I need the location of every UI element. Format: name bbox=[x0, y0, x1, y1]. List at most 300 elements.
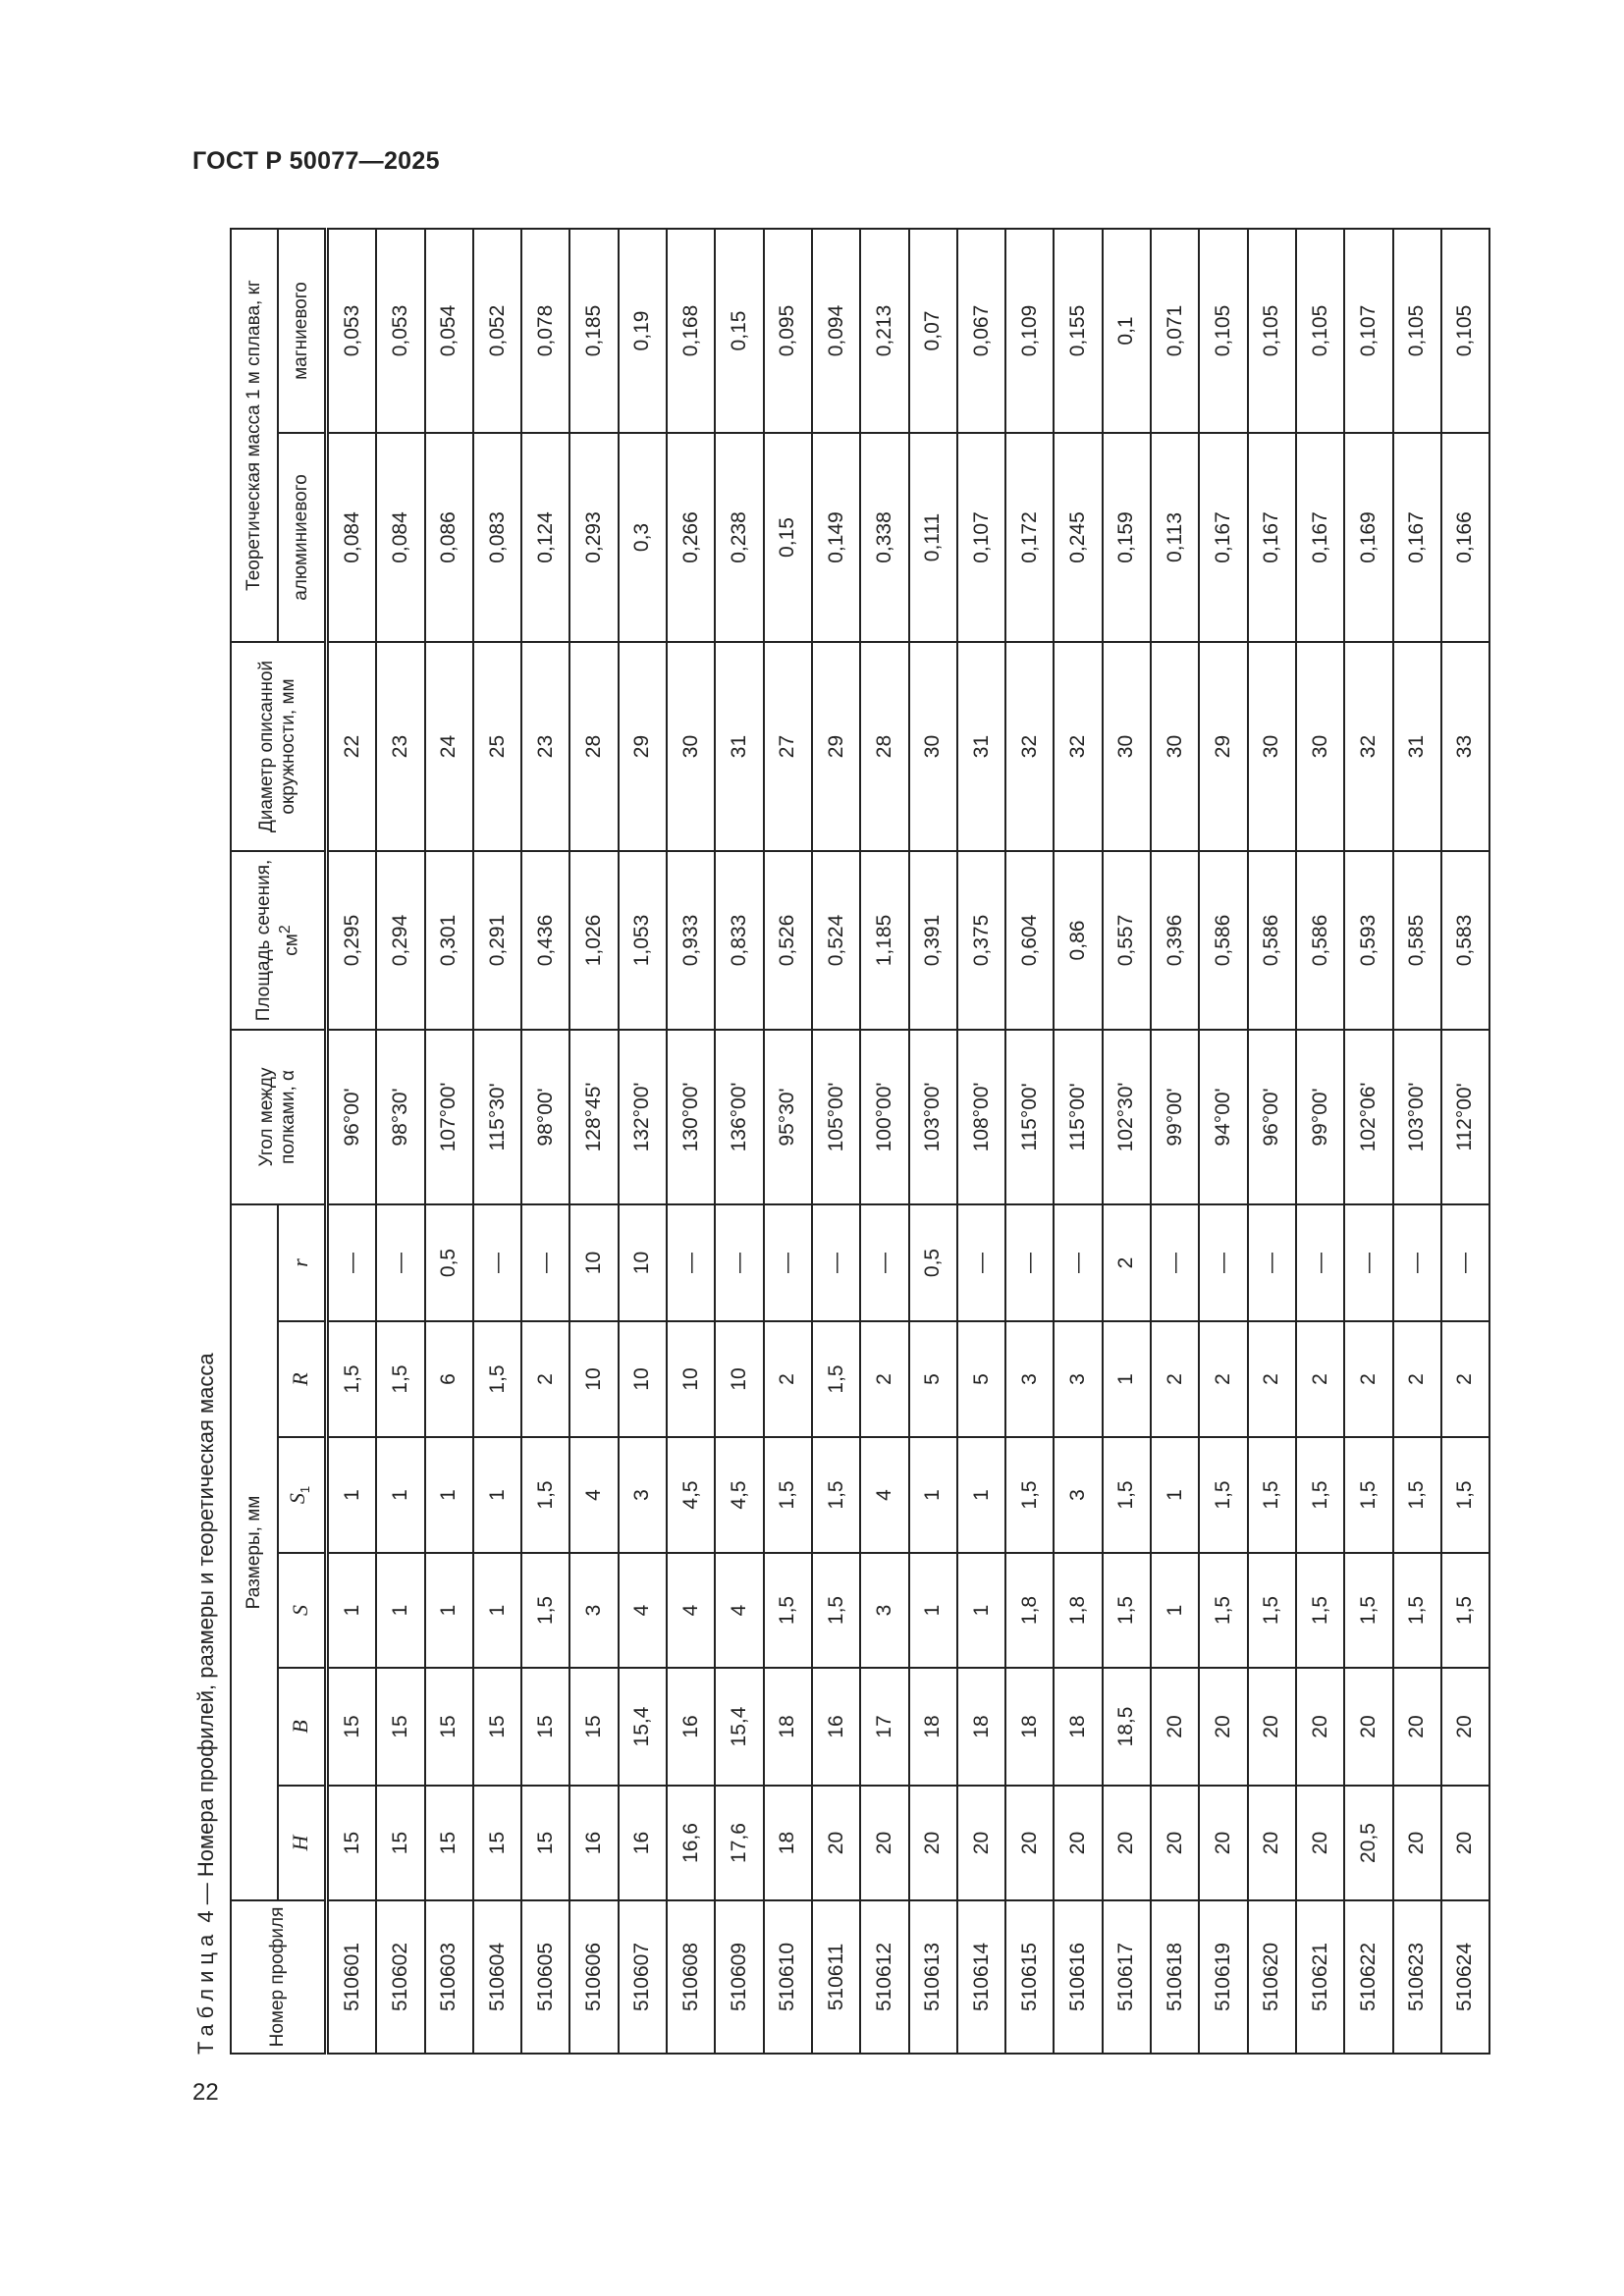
cell-S1: 1,5 bbox=[1005, 1437, 1054, 1553]
cell-profile-number: 510619 bbox=[1199, 1900, 1247, 2054]
cell-r: — bbox=[1151, 1204, 1199, 1321]
cell-angle: 112°00' bbox=[1441, 1030, 1489, 1204]
cell-angle: 96°00' bbox=[327, 1030, 377, 1204]
cell-r: — bbox=[764, 1204, 812, 1321]
cell-mass-mg: 0,15 bbox=[715, 229, 763, 433]
cell-diameter: 25 bbox=[473, 642, 521, 851]
cell-angle: 94°00' bbox=[1199, 1030, 1247, 1204]
cell-profile-number: 510613 bbox=[909, 1900, 957, 2054]
cell-r: 10 bbox=[569, 1204, 618, 1321]
cell-mass-al: 0,107 bbox=[957, 433, 1005, 642]
cell-r: — bbox=[376, 1204, 424, 1321]
cell-R: 3 bbox=[1005, 1321, 1054, 1437]
header-H bbox=[278, 1786, 327, 1900]
cell-mass-al: 0,084 bbox=[327, 433, 377, 642]
cell-r: — bbox=[1054, 1204, 1102, 1321]
table-row bbox=[1151, 229, 1199, 2054]
cell-diameter: 32 bbox=[1054, 642, 1102, 851]
cell-r: — bbox=[473, 1204, 521, 1321]
cell-angle: 96°00' bbox=[1248, 1030, 1296, 1204]
header-profile-number: Номер профиля bbox=[231, 1900, 327, 2054]
cell-R: 1,5 bbox=[812, 1321, 860, 1437]
table-row bbox=[957, 229, 1005, 2054]
cell-diameter: 28 bbox=[569, 642, 618, 851]
cell-angle: 107°00' bbox=[425, 1030, 473, 1204]
cell-profile-number: 510602 bbox=[376, 1900, 424, 2054]
cell-profile-number: 510623 bbox=[1393, 1900, 1441, 2054]
cell-S: 1 bbox=[376, 1553, 424, 1668]
cell-area: 0,586 bbox=[1248, 851, 1296, 1030]
cell-profile-number: 510612 bbox=[860, 1900, 908, 2054]
cell-mass-al: 0,167 bbox=[1296, 433, 1344, 642]
header-mass-group: Теоретическая масса 1 м сплава, кг bbox=[231, 229, 278, 642]
cell-R: 2 bbox=[860, 1321, 908, 1437]
cell-S1: 1,5 bbox=[1441, 1437, 1489, 1553]
cell-area: 0,604 bbox=[1005, 851, 1054, 1030]
cell-B: 15 bbox=[376, 1668, 424, 1786]
header-R bbox=[278, 1321, 327, 1437]
cell-R: 10 bbox=[715, 1321, 763, 1437]
cell-diameter: 31 bbox=[715, 642, 763, 851]
table-row bbox=[1344, 229, 1392, 2054]
cell-B: 18 bbox=[957, 1668, 1005, 1786]
cell-area: 0,593 bbox=[1344, 851, 1392, 1030]
cell-profile-number: 510610 bbox=[764, 1900, 812, 2054]
cell-R: 6 bbox=[425, 1321, 473, 1437]
cell-profile-number: 510617 bbox=[1103, 1900, 1151, 2054]
cell-mass-al: 0,111 bbox=[909, 433, 957, 642]
cell-R: 1,5 bbox=[327, 1321, 377, 1437]
cell-R: 2 bbox=[1296, 1321, 1344, 1437]
cell-profile-number: 510624 bbox=[1441, 1900, 1489, 2054]
cell-H: 20 bbox=[1393, 1786, 1441, 1900]
header-area-text: Площадь сечения, см bbox=[252, 859, 302, 1022]
table-caption-lead: Таблица bbox=[193, 1928, 218, 2055]
table-row bbox=[1393, 229, 1441, 2054]
header-mass-mg: магниевого bbox=[278, 229, 327, 433]
cell-R: 2 bbox=[1344, 1321, 1392, 1437]
cell-R: 2 bbox=[1199, 1321, 1247, 1437]
cell-angle: 115°30' bbox=[473, 1030, 521, 1204]
cell-S1: 1 bbox=[957, 1437, 1005, 1553]
cell-mass-al: 0,245 bbox=[1054, 433, 1102, 642]
cell-H: 20 bbox=[1199, 1786, 1247, 1900]
cell-S: 4 bbox=[619, 1553, 667, 1668]
cell-mass-al: 0,084 bbox=[376, 433, 424, 642]
cell-S1: 1,5 bbox=[521, 1437, 569, 1553]
cell-angle: 99°00' bbox=[1151, 1030, 1199, 1204]
cell-angle: 98°00' bbox=[521, 1030, 569, 1204]
cell-B: 15 bbox=[425, 1668, 473, 1786]
header-S bbox=[278, 1553, 327, 1668]
cell-R: 2 bbox=[1248, 1321, 1296, 1437]
cell-B: 20 bbox=[1199, 1668, 1247, 1786]
cell-H: 15 bbox=[473, 1786, 521, 1900]
cell-mass-mg: 0,067 bbox=[957, 229, 1005, 433]
cell-profile-number: 510611 bbox=[812, 1900, 860, 2054]
cell-mass-al: 0,149 bbox=[812, 433, 860, 642]
cell-R: 2 bbox=[521, 1321, 569, 1437]
table-row bbox=[667, 229, 715, 2054]
cell-diameter: 32 bbox=[1344, 642, 1392, 851]
cell-H: 15 bbox=[327, 1786, 377, 1900]
table-row bbox=[860, 229, 908, 2054]
cell-B: 15 bbox=[473, 1668, 521, 1786]
cell-mass-mg: 0,071 bbox=[1151, 229, 1199, 433]
cell-S: 1,5 bbox=[521, 1553, 569, 1668]
cell-diameter: 29 bbox=[812, 642, 860, 851]
cell-mass-mg: 0,105 bbox=[1248, 229, 1296, 433]
cell-S: 1,5 bbox=[1441, 1553, 1489, 1668]
table-row bbox=[1199, 229, 1247, 2054]
cell-angle: 108°00' bbox=[957, 1030, 1005, 1204]
cell-diameter: 30 bbox=[1103, 642, 1151, 851]
cell-mass-mg: 0,155 bbox=[1054, 229, 1102, 433]
cell-R: 10 bbox=[667, 1321, 715, 1437]
cell-area: 0,933 bbox=[667, 851, 715, 1030]
document-header: ГОСТ Р 50077—2025 bbox=[192, 147, 440, 175]
cell-S: 1,5 bbox=[1248, 1553, 1296, 1668]
cell-S1: 1,5 bbox=[1248, 1437, 1296, 1553]
cell-S1: 1 bbox=[425, 1437, 473, 1553]
cell-r: — bbox=[1393, 1204, 1441, 1321]
cell-r: — bbox=[1005, 1204, 1054, 1321]
cell-S1: 3 bbox=[619, 1437, 667, 1553]
cell-B: 20 bbox=[1248, 1668, 1296, 1786]
cell-area: 0,301 bbox=[425, 851, 473, 1030]
cell-R: 2 bbox=[1151, 1321, 1199, 1437]
cell-mass-mg: 0,053 bbox=[327, 229, 377, 433]
header-area bbox=[231, 851, 327, 1030]
cell-H: 16 bbox=[619, 1786, 667, 1900]
cell-mass-al: 0,159 bbox=[1103, 433, 1151, 642]
cell-S: 1 bbox=[327, 1553, 377, 1668]
cell-mass-mg: 0,053 bbox=[376, 229, 424, 433]
cell-S: 4 bbox=[667, 1553, 715, 1668]
cell-B: 16 bbox=[812, 1668, 860, 1786]
cell-profile-number: 510615 bbox=[1005, 1900, 1054, 2054]
table-row bbox=[619, 229, 667, 2054]
cell-angle: 115°00' bbox=[1054, 1030, 1102, 1204]
cell-angle: 102°30' bbox=[1103, 1030, 1151, 1204]
cell-diameter: 31 bbox=[1393, 642, 1441, 851]
cell-S: 3 bbox=[569, 1553, 618, 1668]
table-row bbox=[376, 229, 424, 2054]
table-row bbox=[327, 229, 377, 2054]
cell-B: 20 bbox=[1393, 1668, 1441, 1786]
table-row bbox=[1248, 229, 1296, 2054]
cell-H: 15 bbox=[376, 1786, 424, 1900]
cell-area: 0,557 bbox=[1103, 851, 1151, 1030]
cell-area: 0,586 bbox=[1296, 851, 1344, 1030]
cell-B: 18,5 bbox=[1103, 1668, 1151, 1786]
cell-area: 1,053 bbox=[619, 851, 667, 1030]
cell-S1: 1,5 bbox=[1344, 1437, 1392, 1553]
cell-R: 2 bbox=[1441, 1321, 1489, 1437]
cell-H: 20 bbox=[1103, 1786, 1151, 1900]
cell-diameter: 29 bbox=[1199, 642, 1247, 851]
table-row bbox=[1296, 229, 1344, 2054]
cell-B: 16 bbox=[667, 1668, 715, 1786]
cell-mass-mg: 0,19 bbox=[619, 229, 667, 433]
cell-S1: 1 bbox=[909, 1437, 957, 1553]
cell-B: 20 bbox=[1296, 1668, 1344, 1786]
cell-S: 1 bbox=[425, 1553, 473, 1668]
cell-mass-al: 0,086 bbox=[425, 433, 473, 642]
cell-angle: 136°00' bbox=[715, 1030, 763, 1204]
page-number: 22 bbox=[192, 2079, 219, 2106]
cell-S1: 3 bbox=[1054, 1437, 1102, 1553]
cell-profile-number: 510603 bbox=[425, 1900, 473, 2054]
cell-r: 0,5 bbox=[909, 1204, 957, 1321]
cell-area: 0,396 bbox=[1151, 851, 1199, 1030]
cell-mass-mg: 0,094 bbox=[812, 229, 860, 433]
cell-mass-al: 0,293 bbox=[569, 433, 618, 642]
cell-angle: 100°00' bbox=[860, 1030, 908, 1204]
cell-angle: 99°00' bbox=[1296, 1030, 1344, 1204]
cell-diameter: 23 bbox=[376, 642, 424, 851]
cell-S1: 1,5 bbox=[812, 1437, 860, 1553]
cell-B: 18 bbox=[909, 1668, 957, 1786]
cell-R: 10 bbox=[569, 1321, 618, 1437]
table-row bbox=[1441, 229, 1489, 2054]
cell-r: — bbox=[715, 1204, 763, 1321]
cell-mass-al: 0,338 bbox=[860, 433, 908, 642]
cell-mass-mg: 0,213 bbox=[860, 229, 908, 433]
cell-H: 20 bbox=[957, 1786, 1005, 1900]
table-row bbox=[909, 229, 957, 2054]
cell-area: 0,585 bbox=[1393, 851, 1441, 1030]
cell-S1: 1,5 bbox=[1393, 1437, 1441, 1553]
cell-area: 0,295 bbox=[327, 851, 377, 1030]
cell-diameter: 31 bbox=[957, 642, 1005, 851]
cell-mass-mg: 0,1 bbox=[1103, 229, 1151, 433]
header-B bbox=[278, 1668, 327, 1786]
cell-B: 20 bbox=[1151, 1668, 1199, 1786]
cell-S1: 1 bbox=[473, 1437, 521, 1553]
cell-S: 4 bbox=[715, 1553, 763, 1668]
cell-R: 5 bbox=[909, 1321, 957, 1437]
cell-S1: 4 bbox=[569, 1437, 618, 1553]
cell-R: 2 bbox=[764, 1321, 812, 1437]
cell-H: 20 bbox=[1296, 1786, 1344, 1900]
cell-profile-number: 510616 bbox=[1054, 1900, 1102, 2054]
cell-area: 0,526 bbox=[764, 851, 812, 1030]
table-caption-text: 4 — Номера профилей, размеры и теоретическая масса bbox=[193, 1353, 218, 1929]
cell-B: 15,4 bbox=[619, 1668, 667, 1786]
cell-S: 1,5 bbox=[812, 1553, 860, 1668]
cell-mass-al: 0,083 bbox=[473, 433, 521, 642]
cell-mass-al: 0,15 bbox=[764, 433, 812, 642]
cell-angle: 103°00' bbox=[1393, 1030, 1441, 1204]
cell-B: 20 bbox=[1344, 1668, 1392, 1786]
cell-H: 16,6 bbox=[667, 1786, 715, 1900]
cell-diameter: 30 bbox=[909, 642, 957, 851]
cell-S: 1 bbox=[1151, 1553, 1199, 1668]
cell-profile-number: 510614 bbox=[957, 1900, 1005, 2054]
cell-r: 2 bbox=[1103, 1204, 1151, 1321]
cell-S1: 4,5 bbox=[715, 1437, 763, 1553]
cell-diameter: 30 bbox=[1151, 642, 1199, 851]
cell-r: — bbox=[1441, 1204, 1489, 1321]
cell-area: 0,833 bbox=[715, 851, 763, 1030]
cell-B: 15 bbox=[327, 1668, 377, 1786]
cell-angle: 95°30' bbox=[764, 1030, 812, 1204]
rotated-table-block bbox=[187, 230, 1477, 2055]
cell-B: 15 bbox=[569, 1668, 618, 1786]
cell-diameter: 27 bbox=[764, 642, 812, 851]
cell-area: 0,86 bbox=[1054, 851, 1102, 1030]
cell-mass-mg: 0,109 bbox=[1005, 229, 1054, 433]
cell-mass-mg: 0,105 bbox=[1199, 229, 1247, 433]
cell-r: 0,5 bbox=[425, 1204, 473, 1321]
cell-mass-mg: 0,105 bbox=[1296, 229, 1344, 433]
header-mass-al: алюминиевого bbox=[278, 433, 327, 642]
cell-S1: 1 bbox=[1151, 1437, 1199, 1553]
cell-S: 1 bbox=[957, 1553, 1005, 1668]
cell-area: 0,583 bbox=[1441, 851, 1489, 1030]
cell-S: 1,8 bbox=[1005, 1553, 1054, 1668]
table-row bbox=[764, 229, 812, 2054]
cell-H: 20 bbox=[909, 1786, 957, 1900]
header-S1 bbox=[278, 1437, 327, 1553]
header-r bbox=[278, 1204, 327, 1321]
cell-R: 5 bbox=[957, 1321, 1005, 1437]
cell-S1: 1 bbox=[327, 1437, 377, 1553]
cell-R: 1,5 bbox=[473, 1321, 521, 1437]
cell-angle: 98°30' bbox=[376, 1030, 424, 1204]
cell-profile-number: 510609 bbox=[715, 1900, 763, 2054]
cell-area: 0,291 bbox=[473, 851, 521, 1030]
cell-r: 10 bbox=[619, 1204, 667, 1321]
cell-H: 16 bbox=[569, 1786, 618, 1900]
cell-r: — bbox=[1248, 1204, 1296, 1321]
cell-S1: 4,5 bbox=[667, 1437, 715, 1553]
header-H-text: H bbox=[288, 1835, 312, 1851]
cell-R: 10 bbox=[619, 1321, 667, 1437]
cell-mass-mg: 0,168 bbox=[667, 229, 715, 433]
table-row bbox=[473, 229, 521, 2054]
cell-mass-al: 0,266 bbox=[667, 433, 715, 642]
table-body bbox=[327, 229, 1490, 2054]
header-r-text: r bbox=[288, 1258, 312, 1267]
cell-mass-mg: 0,105 bbox=[1393, 229, 1441, 433]
cell-r: — bbox=[327, 1204, 377, 1321]
cell-H: 18 bbox=[764, 1786, 812, 1900]
header-dimensions-group: Размеры, мм bbox=[231, 1204, 278, 1900]
profiles-table bbox=[230, 228, 1490, 2055]
cell-diameter: 28 bbox=[860, 642, 908, 851]
cell-profile-number: 510606 bbox=[569, 1900, 618, 2054]
cell-B: 15,4 bbox=[715, 1668, 763, 1786]
table-row bbox=[1103, 229, 1151, 2054]
cell-diameter: 22 bbox=[327, 642, 377, 851]
cell-diameter: 32 bbox=[1005, 642, 1054, 851]
cell-profile-number: 510620 bbox=[1248, 1900, 1296, 2054]
cell-angle: 115°00' bbox=[1005, 1030, 1054, 1204]
cell-S: 1,5 bbox=[1103, 1553, 1151, 1668]
cell-diameter: 29 bbox=[619, 642, 667, 851]
cell-H: 20 bbox=[1151, 1786, 1199, 1900]
cell-mass-mg: 0,052 bbox=[473, 229, 521, 433]
cell-area: 0,294 bbox=[376, 851, 424, 1030]
cell-R: 3 bbox=[1054, 1321, 1102, 1437]
table-row bbox=[1054, 229, 1102, 2054]
header-R-text: R bbox=[288, 1372, 312, 1386]
cell-H: 15 bbox=[425, 1786, 473, 1900]
cell-profile-number: 510618 bbox=[1151, 1900, 1199, 2054]
cell-mass-al: 0,113 bbox=[1151, 433, 1199, 642]
cell-H: 20,5 bbox=[1344, 1786, 1392, 1900]
cell-angle: 105°00' bbox=[812, 1030, 860, 1204]
cell-area: 0,375 bbox=[957, 851, 1005, 1030]
table-caption bbox=[187, 230, 226, 2055]
cell-angle: 103°00' bbox=[909, 1030, 957, 1204]
cell-mass-mg: 0,095 bbox=[764, 229, 812, 433]
cell-area: 0,391 bbox=[909, 851, 957, 1030]
cell-H: 20 bbox=[1248, 1786, 1296, 1900]
cell-B: 18 bbox=[764, 1668, 812, 1786]
header-diameter: Диаметр описанной окружности, мм bbox=[231, 642, 327, 851]
cell-mass-mg: 0,07 bbox=[909, 229, 957, 433]
cell-H: 15 bbox=[521, 1786, 569, 1900]
cell-H: 20 bbox=[1441, 1786, 1489, 1900]
cell-r: — bbox=[667, 1204, 715, 1321]
cell-diameter: 30 bbox=[1296, 642, 1344, 851]
cell-R: 1,5 bbox=[376, 1321, 424, 1437]
cell-r: — bbox=[1296, 1204, 1344, 1321]
cell-S: 1,5 bbox=[1393, 1553, 1441, 1668]
cell-B: 15 bbox=[521, 1668, 569, 1786]
cell-S: 1,5 bbox=[1199, 1553, 1247, 1668]
table-row bbox=[715, 229, 763, 2054]
cell-mass-al: 0,124 bbox=[521, 433, 569, 642]
table-row bbox=[812, 229, 860, 2054]
cell-B: 18 bbox=[1005, 1668, 1054, 1786]
table-row bbox=[569, 229, 618, 2054]
cell-r: — bbox=[860, 1204, 908, 1321]
table-row bbox=[521, 229, 569, 2054]
table-row bbox=[425, 229, 473, 2054]
cell-H: 17,6 bbox=[715, 1786, 763, 1900]
cell-S: 3 bbox=[860, 1553, 908, 1668]
cell-diameter: 30 bbox=[1248, 642, 1296, 851]
cell-B: 17 bbox=[860, 1668, 908, 1786]
cell-area: 0,524 bbox=[812, 851, 860, 1030]
cell-diameter: 23 bbox=[521, 642, 569, 851]
cell-H: 20 bbox=[812, 1786, 860, 1900]
cell-B: 20 bbox=[1441, 1668, 1489, 1786]
cell-profile-number: 510601 bbox=[327, 1900, 377, 2054]
cell-B: 18 bbox=[1054, 1668, 1102, 1786]
cell-mass-al: 0,167 bbox=[1248, 433, 1296, 642]
cell-S: 1 bbox=[909, 1553, 957, 1668]
cell-angle: 132°00' bbox=[619, 1030, 667, 1204]
cell-mass-al: 0,166 bbox=[1441, 433, 1489, 642]
cell-area: 0,586 bbox=[1199, 851, 1247, 1030]
cell-S1: 1,5 bbox=[1103, 1437, 1151, 1553]
cell-S1: 1,5 bbox=[1199, 1437, 1247, 1553]
cell-r: — bbox=[812, 1204, 860, 1321]
cell-R: 2 bbox=[1393, 1321, 1441, 1437]
cell-r: — bbox=[521, 1204, 569, 1321]
header-S1-text: S bbox=[285, 1493, 310, 1505]
cell-S1: 1,5 bbox=[1296, 1437, 1344, 1553]
cell-S: 1 bbox=[473, 1553, 521, 1668]
cell-H: 20 bbox=[1054, 1786, 1102, 1900]
cell-mass-mg: 0,105 bbox=[1441, 229, 1489, 433]
cell-r: — bbox=[1199, 1204, 1247, 1321]
